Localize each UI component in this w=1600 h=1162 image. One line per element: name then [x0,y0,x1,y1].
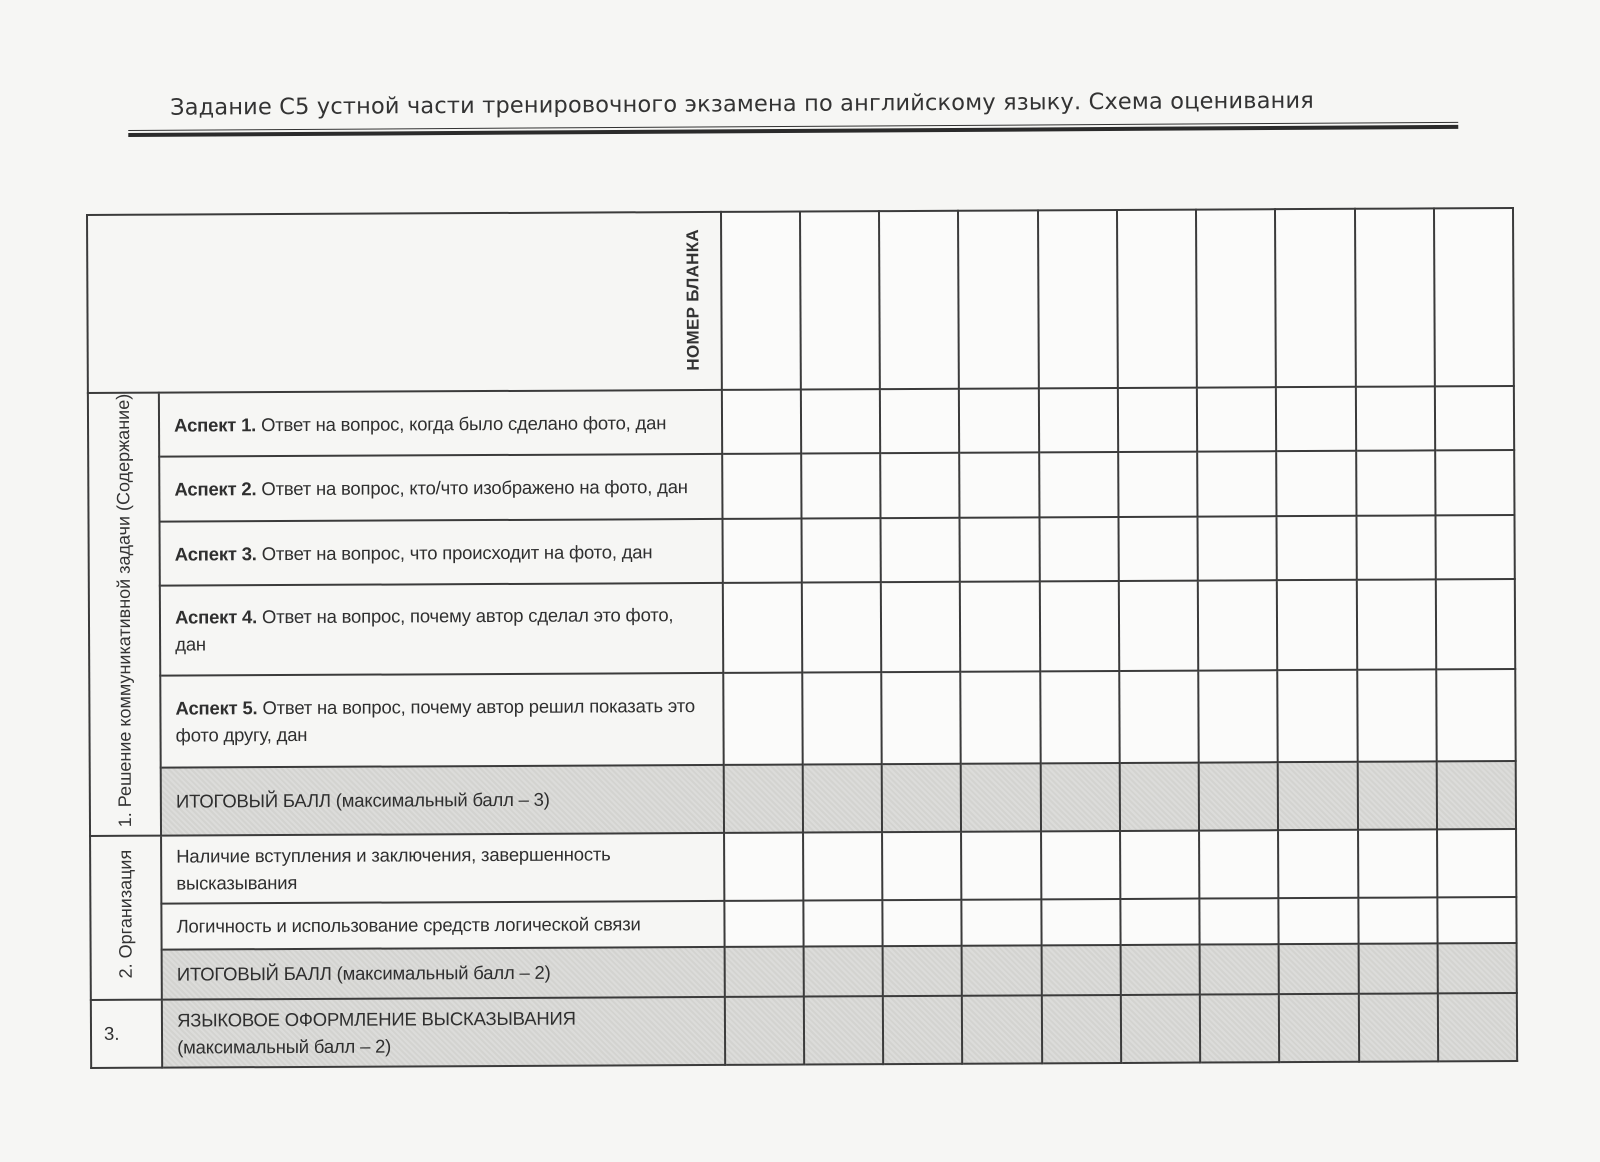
score-cell[interactable] [802,582,882,672]
aspect-2-label: Аспект 2. Ответ на вопрос, кто/что изображено на фото, дан [159,454,722,521]
total-cell[interactable] [1278,762,1358,830]
total-cell[interactable] [804,996,884,1064]
total-cell[interactable] [1436,761,1516,829]
total-cell[interactable] [961,764,1041,832]
total-cell[interactable] [883,945,962,995]
score-cell[interactable] [1040,671,1120,764]
score-cell[interactable] [722,390,802,455]
score-cell[interactable] [1198,580,1278,670]
score-cell[interactable] [1199,830,1279,898]
total-cell[interactable] [1040,763,1120,831]
section-2-label: 2. Организация [115,849,136,979]
score-cell[interactable] [1120,898,1199,944]
score-cell[interactable] [722,454,802,519]
section-2-total-row [91,943,1517,1000]
score-cell[interactable] [1276,451,1356,516]
score-cell[interactable] [1437,897,1516,943]
score-cell[interactable] [1279,897,1358,943]
score-cell[interactable] [1197,387,1277,452]
score-cell[interactable] [1041,898,1120,944]
section-2-total-label: ИТОГОВЫЙ БАЛЛ (максимальный балл – 2) [162,946,725,999]
score-cell[interactable] [801,518,881,583]
total-cell[interactable] [1120,944,1199,994]
organisation-row-1 [90,829,1516,904]
score-cell[interactable] [1356,515,1436,580]
score-cell[interactable] [1278,670,1358,763]
score-cell[interactable] [881,518,961,583]
section-3-total-label: ЯЗЫКОВОЕ ОФОРМЛЕНИЕ ВЫСКАЗЫВАНИЯ (максимальный балл – 2) [162,996,725,1067]
score-cell[interactable] [883,899,962,945]
total-cell[interactable] [725,996,805,1064]
total-cell[interactable] [803,764,883,832]
blank-number-cell[interactable] [1434,208,1514,386]
score-cell[interactable] [881,672,961,765]
total-cell[interactable] [1121,994,1201,1062]
blank-number-cell[interactable] [800,211,880,389]
total-cell[interactable] [1041,944,1120,994]
score-cell[interactable] [1198,670,1278,763]
section-1-label-cell [88,393,161,836]
score-cell[interactable] [1118,516,1198,581]
score-cell[interactable] [1357,669,1437,762]
score-cell[interactable] [960,517,1040,582]
aspect-row-5 [89,669,1515,768]
score-cell[interactable] [1435,386,1515,451]
score-cell[interactable] [1277,580,1357,670]
score-cell[interactable] [1119,581,1199,671]
scoring-table [86,207,1518,1068]
score-cell[interactable] [1039,388,1119,453]
total-cell[interactable] [723,765,803,833]
total-cell[interactable] [882,764,962,832]
score-cell[interactable] [722,518,802,583]
aspect-row-1 [88,386,1514,457]
score-cell[interactable] [960,453,1040,518]
score-cell[interactable] [802,672,882,765]
total-cell[interactable] [1357,762,1437,830]
aspect-4-label: Аспект 4. Ответ на вопрос, почему автор сделал это фото, дан [160,583,723,675]
section-1-label: 1. Решение коммуникативной задачи (Содержание) [112,393,136,828]
page-header [128,80,1458,137]
section-2-label-cell [90,835,162,999]
score-cell[interactable] [1435,450,1515,515]
blank-number-header-cell [87,212,722,393]
blank-number-cell[interactable] [1275,209,1355,387]
score-cell[interactable] [724,900,803,946]
aspect-row-4 [89,579,1515,676]
aspect-3-label: Аспект 3. Ответ на вопрос, что происходит на фото, дан [160,519,723,586]
organisation-criterion-1: Наличие вступления и заключения, завершенность высказывания [161,832,724,903]
total-cell[interactable] [883,995,963,1063]
organisation-criterion-2: Логичность и использование средств логической связи [161,900,724,949]
score-cell[interactable] [882,831,962,899]
score-cell[interactable] [1276,387,1356,452]
total-cell[interactable] [1199,762,1279,830]
total-cell[interactable] [1358,993,1438,1061]
total-cell[interactable] [1437,943,1517,993]
page-title: Задание С5 устной части тренировочного экзамена по английскому языку. Схема оценивания [170,87,1315,121]
aspect-row-3 [89,515,1515,586]
blank-number-cell[interactable] [1355,208,1435,386]
section-1-total-row [90,761,1516,835]
blank-number-cell[interactable] [879,211,959,389]
blank-number-cell[interactable] [1117,210,1197,388]
score-cell[interactable] [1041,830,1121,898]
score-cell[interactable] [723,672,803,765]
total-cell[interactable] [962,995,1042,1063]
score-cell[interactable] [1120,830,1200,898]
score-cell[interactable] [1356,451,1436,516]
score-cell[interactable] [880,453,960,518]
blank-number-cell[interactable] [1038,210,1118,388]
score-cell[interactable] [961,831,1041,899]
blank-number-cell[interactable] [1196,209,1276,387]
aspect-1-label: Аспект 1. Ответ на вопрос, когда было сделано фото, дан [159,390,722,457]
score-cell[interactable] [959,388,1039,453]
section-3-label: 3. [91,999,162,1067]
score-cell[interactable] [1039,517,1119,582]
score-cell[interactable] [1119,670,1199,763]
score-cell[interactable] [1355,386,1435,451]
score-cell[interactable] [803,832,883,900]
score-cell[interactable] [723,583,803,673]
score-cell[interactable] [1435,515,1515,580]
total-cell[interactable] [1358,943,1437,993]
score-cell[interactable] [1039,452,1119,517]
score-cell[interactable] [1039,581,1119,671]
total-cell[interactable] [1438,993,1518,1061]
total-cell[interactable] [1120,763,1200,831]
score-cell[interactable] [1436,669,1516,762]
score-cell[interactable] [962,899,1041,945]
total-cell[interactable] [804,946,883,996]
score-cell[interactable] [1356,580,1436,670]
total-cell[interactable] [1041,994,1121,1062]
total-cell[interactable] [1279,993,1359,1061]
score-cell[interactable] [881,582,961,672]
total-cell[interactable] [1279,943,1358,993]
aspect-5-label: Аспект 5. Ответ на вопрос, почему автор решил показать это фото другу, дан [160,673,723,768]
score-cell[interactable] [1358,829,1438,897]
score-cell[interactable] [1277,516,1357,581]
score-cell[interactable] [960,582,1040,672]
blank-number-cell[interactable] [958,210,1038,388]
score-cell[interactable] [801,389,881,454]
blank-number-cell[interactable] [721,212,801,390]
organisation-row-2 [90,897,1516,950]
score-cell[interactable] [1437,829,1517,897]
score-cell[interactable] [1118,388,1198,453]
score-cell[interactable] [1197,452,1277,517]
section-1-total-label: ИТОГОВЫЙ БАЛЛ (максимальный балл – 3) [161,765,724,835]
header-row [87,208,1514,393]
score-cell[interactable] [801,454,881,519]
score-cell[interactable] [961,671,1041,764]
scoring-sheet [86,207,1517,1058]
score-cell[interactable] [803,900,882,946]
score-cell[interactable] [1358,897,1437,943]
total-cell[interactable] [962,945,1041,995]
blank-number-header: НОМЕР БЛАНКА [682,229,703,372]
section-3-row [91,993,1517,1068]
score-cell[interactable] [880,389,960,454]
total-cell[interactable] [1200,944,1279,994]
score-cell[interactable] [724,832,804,900]
score-cell[interactable] [1118,452,1198,517]
aspect-row-2 [88,450,1514,521]
score-cell[interactable] [1199,898,1278,944]
total-cell[interactable] [724,946,803,996]
score-cell[interactable] [1278,829,1358,897]
score-cell[interactable] [1436,579,1516,669]
total-cell[interactable] [1200,994,1280,1062]
score-cell[interactable] [1198,516,1278,581]
